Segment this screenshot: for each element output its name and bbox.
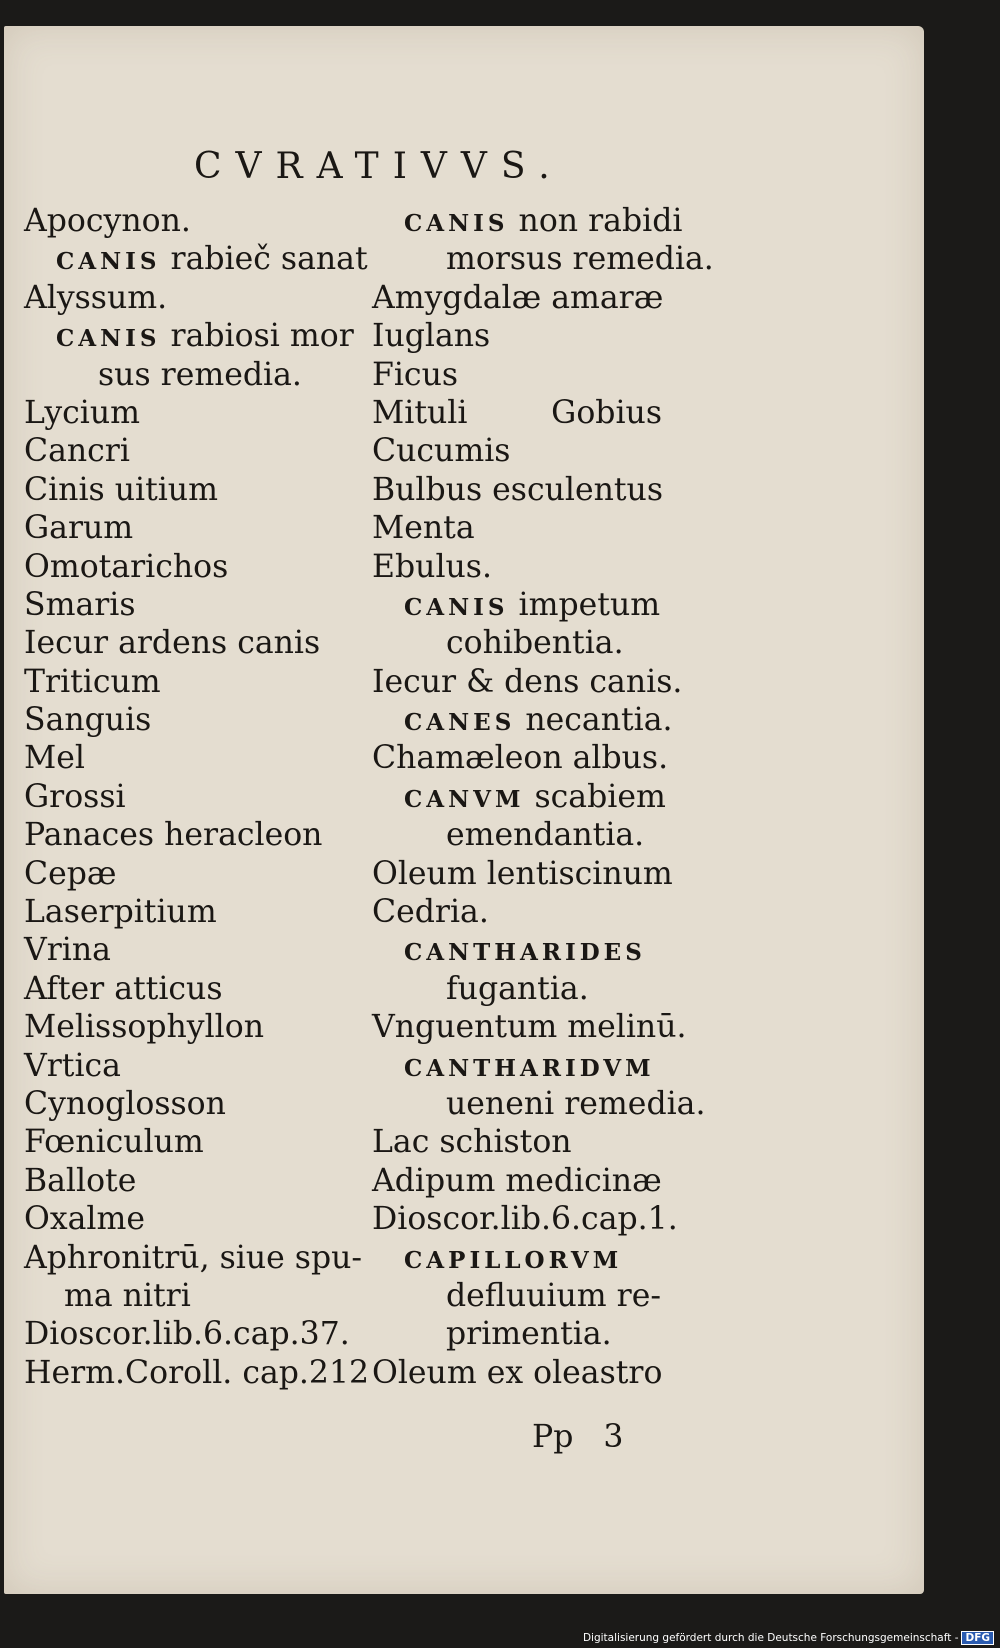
entry: Grossi [24, 778, 126, 815]
entry: Vrtica [24, 1047, 121, 1084]
signature-number: 3 [603, 1419, 624, 1455]
section-heading [372, 701, 692, 739]
citation: Dioscor.lib.6.cap.37. [24, 1316, 350, 1353]
heading-continuation: primentia. [446, 1316, 612, 1353]
small-caps: CANVM [404, 785, 525, 813]
footer-text: Digitalisierung gefördert durch die Deutsche Forschungsgemeinschaft - [582, 1632, 959, 1644]
entry: Iecur & dens canis. [372, 663, 683, 700]
dfg-logo: DFG [961, 1631, 994, 1645]
entry: Apocynon. [24, 203, 191, 239]
entry: Mituli [372, 394, 468, 431]
heading-text: scabiem [524, 778, 666, 815]
entry: Bulbus esculentus [372, 471, 663, 508]
left-column [24, 202, 370, 1392]
section-heading [372, 931, 692, 969]
entry: Cynoglosson [24, 1085, 226, 1122]
section-heading [372, 202, 692, 240]
entry: Lycium [24, 394, 141, 431]
heading-continuation: ueneni remedia. [446, 1085, 706, 1122]
entry: Triticum [24, 663, 161, 700]
entry: Alyssum. [24, 279, 168, 316]
small-caps: CANIS [56, 248, 161, 276]
entry: Iuglans [372, 318, 491, 355]
entry: Ebulus. [372, 548, 492, 585]
entry: Mel [24, 740, 85, 777]
entry: Adipum medicinæ [372, 1162, 662, 1199]
entry: Garum [24, 510, 134, 547]
entry: Oxalme [24, 1201, 145, 1238]
heading-continuation: defluuium re- [446, 1277, 661, 1314]
section-heading [372, 1239, 692, 1277]
heading-continuation: sus remedia. [98, 356, 302, 393]
section-heading [372, 586, 692, 624]
section-heading [372, 778, 692, 816]
small-caps: CAPILLORVM [404, 1246, 623, 1274]
entry: Cucumis [372, 433, 511, 470]
entry: Cinis uitium [24, 471, 218, 508]
entry: Amygdalæ amaræ [372, 279, 664, 316]
entry-pair [372, 394, 662, 432]
entry: Gobius [551, 394, 662, 431]
entry: Sanguis [24, 702, 152, 739]
section-heading [372, 1047, 692, 1085]
entry: Iecur ardens canis [24, 625, 321, 662]
entry: Chamæleon albus. [372, 740, 669, 777]
heading-continuation: cohibentia. [446, 625, 624, 662]
heading-text: rabiosi mor [160, 318, 354, 355]
entry: Melissophyllon [24, 1009, 264, 1046]
heading-text: necantia. [515, 702, 673, 739]
entry: Cepæ [24, 855, 117, 892]
citation: Dioscor.lib.6.cap.1. [372, 1201, 678, 1238]
entry: After atticus [24, 970, 223, 1007]
entry: Vrina [24, 932, 111, 969]
heading-continuation: emendantia. [446, 817, 645, 854]
digitization-footer [583, 1631, 994, 1645]
entry: Vnguentum melinū. [372, 1009, 687, 1046]
entry: Oleum ex oleastro [372, 1354, 663, 1391]
small-caps: CANTHARIDES [404, 939, 646, 967]
entry: Ficus [372, 356, 459, 393]
entry: Smaris [24, 586, 136, 623]
entry-continuation: ma nitri [64, 1277, 191, 1314]
entry: Oleum lentiscinum [372, 855, 673, 892]
entry: Panaces heracleon [24, 817, 323, 854]
entry: Omotarichos [24, 548, 229, 585]
small-caps: CANTHARIDVM [404, 1054, 655, 1082]
entry: Menta [372, 510, 475, 547]
entry: Lac schiston [372, 1124, 572, 1161]
entry: Laserpitium [24, 894, 217, 931]
heading-text: impetum [508, 586, 661, 623]
book-page [4, 26, 924, 1594]
heading-text: non rabidi [508, 203, 683, 239]
signature-letters: Pp [532, 1419, 574, 1455]
heading-continuation: fugantia. [446, 970, 589, 1007]
citation: Herm.Coroll. cap.212 [24, 1354, 370, 1391]
small-caps: CANIS [56, 325, 161, 353]
heading-text: rabieč sanat [160, 241, 368, 278]
entry: Aphronitrū, siue spu- [24, 1239, 363, 1276]
entry: Cedria. [372, 894, 489, 931]
entry: Cancri [24, 433, 130, 470]
small-caps: CANIS [404, 593, 509, 621]
section-heading [24, 240, 368, 278]
entry: Ballote [24, 1162, 137, 1199]
small-caps: CANES [404, 709, 516, 737]
entry: Fœniculum [24, 1124, 204, 1161]
signature-mark [532, 1419, 623, 1455]
running-head: CVRATIVVS. [194, 146, 564, 187]
heading-continuation: morsus remedia. [446, 241, 714, 278]
section-heading [24, 317, 354, 355]
right-column [372, 202, 714, 1392]
small-caps: CANIS [404, 210, 509, 237]
